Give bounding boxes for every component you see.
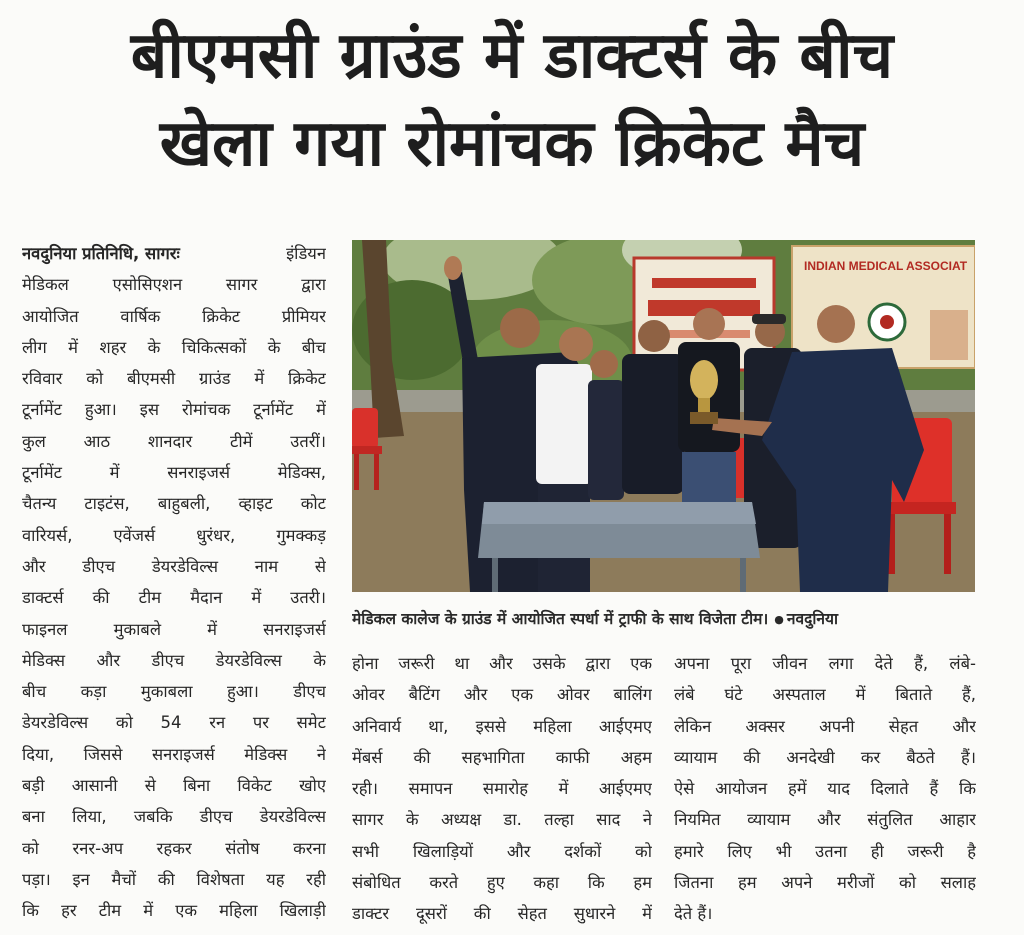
text-line: लीग में शहर के चिकित्सकों के बीच: [22, 337, 326, 357]
text-line: मेडिक्स और डीएच डेयरडेविल्स के: [22, 650, 326, 670]
text-line: लंबे घंटे अस्पताल में बिताते हैं,: [674, 685, 976, 705]
text-line: और डीएच डेयरडेविल्स नाम से: [22, 556, 326, 576]
text-line: को रनर-अप रहकर संतोष करना: [22, 838, 326, 858]
text-line: डाक्टर दूसरों की सेहत सुधारने में: [352, 904, 652, 924]
trophy-icon: [690, 360, 718, 424]
text-line: डाक्टर्स की टीम मैदान में उतरी।: [22, 588, 326, 608]
text-line: आयोजित वार्षिक क्रिकेट प्रीमियर: [22, 306, 326, 326]
text-line: कि हर टीम में एक महिला खिलाड़ी: [22, 901, 326, 921]
text-line: कुल आठ शानदार टीमें उतरीं।: [22, 431, 326, 451]
text-line: मेंबर्स की सहभागिता काफी अहम: [352, 747, 652, 767]
article-right-column: [674, 648, 976, 930]
photo-credit: नवदुनिया: [786, 610, 838, 628]
text-line: सागर के अध्यक्ष डा. तल्हा साद ने: [352, 810, 652, 830]
text-line: दिया, जिससे सनराइजर्स मेडिक्स ने: [22, 744, 326, 764]
text-line: ओवर बैटिंग और एक ओवर बालिंग: [352, 685, 652, 705]
text-line: जितना हम अपने मरीजों को सलाह: [674, 873, 976, 893]
text-line: चैतन्य टाइटंस, बाहुबली, व्हाइट कोट: [22, 494, 326, 514]
text-line: अपना पूरा जीवन लगा देते हैं, लंबे-: [674, 654, 976, 673]
bullet-icon: ●: [774, 612, 784, 626]
text-line: टूर्नामेंट हुआ। इस रोमांचक टूर्नामेंट में: [22, 400, 326, 420]
text-line: होना जरूरी था और उसके द्वारा एक: [352, 654, 652, 673]
text-line: बना लिया, जबकि डीएच डेयरडेविल्स: [22, 807, 326, 827]
photo-caption: [352, 604, 975, 634]
headline-line-2: खेला गया रोमांचक क्रिकेट मैच: [159, 107, 865, 181]
text-line: व्यायाम की अनदेखी कर बैठते हैं।: [674, 747, 976, 767]
text-line: देते हैं।: [674, 904, 713, 924]
text-line: डेयरडेविल्स को 54 रन पर समेट: [22, 713, 326, 733]
caption-text: मेडिकल कालेज के ग्राउंड में आयोजित स्पर्धा में ट्राफी के साथ विजेता टीम।: [352, 610, 769, 628]
text-line: वारियर्स, एवेंजर्स धुरंधर, गुमक्कड़: [22, 525, 326, 545]
text-line: अनिवार्य था, इससे महिला आईएमए: [352, 716, 652, 736]
text-line: नियमित व्यायाम और संतुलित आहार: [674, 810, 976, 830]
article-middle-column: [352, 648, 652, 930]
text-line: लेकिन अक्सर अपनी सेहत और: [674, 716, 976, 736]
text-line: हमारे लिए भी उतना ही जरूरी है: [674, 841, 976, 861]
text-line: इंडियन: [286, 244, 326, 263]
news-photo: [352, 240, 975, 592]
text-line: रविवार को बीएमसी ग्राउंड में क्रिकेट: [22, 369, 326, 389]
text-line: टूर्नामेंट में सनराइजर्स मेडिक्स,: [22, 463, 326, 483]
article-left-column: [22, 238, 326, 927]
text-line: बीच कड़ा मुकाबला हुआ। डीएच: [22, 682, 326, 702]
first-line: [22, 238, 326, 269]
dateline: नवदुनिया प्रतिनिधि, सागरः: [22, 244, 180, 263]
headline-line-1: बीएमसी ग्राउंड में डाक्टर्स के बीच: [130, 19, 894, 93]
text-line: बड़ी आसानी से बिना विकेट खोए: [22, 776, 326, 796]
text-line: संबोधित करते हुए कहा कि हम: [352, 873, 652, 893]
text-line: मेडिकल एसोसिएशन सागर द्वारा: [22, 275, 326, 295]
banner-text: INDIAN MEDICAL ASSOCIAT: [804, 259, 968, 273]
text-line: रही। समापन समारोह में आईएमए: [352, 779, 652, 799]
text-line: सभी खिलाड़ियों और दर्शकों को: [352, 841, 652, 861]
text-line: फाइनल मुकाबले में सनराइजर्स: [22, 619, 326, 639]
text-line: पड़ा। इन मैचों की विशेषता यह रही: [22, 869, 326, 889]
text-line: ऐसे आयोजन हमें याद दिलाते हैं कि: [674, 779, 976, 799]
